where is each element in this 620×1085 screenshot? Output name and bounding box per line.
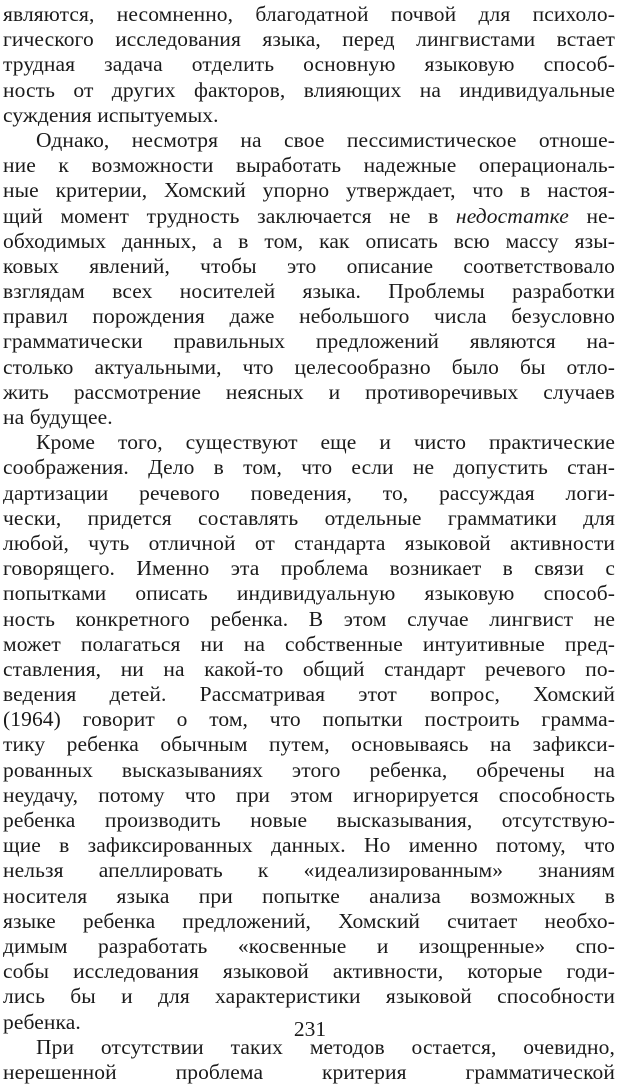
text-line [3,657,615,682]
text-line [3,78,615,103]
text-line [3,758,615,783]
text-segment: не- [568,203,615,228]
text-line [3,229,615,254]
text-line [3,506,615,531]
text-segment: говорящего. Именно эта проблема возникает в связи с [3,556,615,581]
text-line [3,581,615,606]
text-segment: ние к возможности выработать надежные операциональ- [3,153,615,178]
text-segment: При отсутствии таких методов остается, очевидно, [36,1034,615,1059]
text-line [3,405,615,430]
text-segment: может полагаться ни на собственные интуитивные пред- [3,631,615,656]
text-segment: неудачу, потому что при этом игнорируется способность [3,782,615,807]
text-segment: рованных высказываниях этого ребенка, обречены на [3,757,615,782]
text-segment: носителя языка при попытке анализа возможных в [3,883,615,908]
text-segment: являются, несомненно, благодатной почвой для психоло- [3,2,615,26]
page-number: 231 [293,1017,327,1041]
text-segment: ставления, ни на какой-то общий стандарт речевого по- [3,656,615,681]
text-line [3,329,615,354]
text-segment: попытками описать индивидуальную языковую способ- [3,581,615,606]
text-line [3,2,615,27]
text-segment: жить рассмотрение неясных и противоречивых случаев [3,379,615,404]
text-segment: трудная задача отделить основную языковую способ- [3,52,615,77]
text-segment: на будущее. [3,405,113,429]
text-segment: обходимых данных, а в том, как описать всю массу язы- [3,228,615,253]
text-segment: суждения испытуемых. [3,102,219,127]
text-segment: ковых явлений, чтобы это описание соответствовало [3,253,615,278]
text-segment: Однако, несмотря на свое пессимистическое отноше- [36,127,615,152]
text-segment: чески, придется составлять отдельные грамматики для [3,505,615,530]
text-line [3,153,615,178]
text-line [3,103,615,128]
text-segment: ность от других факторов, влияющих на индивидуальные [3,77,615,102]
text-segment: языке ребенка предложений, Хомский считает необхо- [3,908,615,933]
text-line [3,884,615,909]
text-segment: лись бы и для характеристики языковой способности [3,984,615,1009]
text-line [3,380,615,405]
text-segment: взглядам всех носителей языка. Проблемы разработки [3,279,615,304]
text-line [3,304,615,329]
text-line [3,1060,615,1085]
text-line [3,27,615,52]
italic-emphasis: недостатке [455,203,569,228]
text-line [3,204,615,229]
text-segment: любой, чуть отличной от стандарта языковой активности [3,530,615,555]
text-line [3,984,615,1009]
text-segment: щие в зафиксированных данных. Но именно потому, что [3,833,615,858]
text-segment: правил порождения даже небольшого числа безусловно [3,304,615,329]
text-segment: ребенка. [3,1009,81,1034]
text-line [3,632,615,657]
text-segment: гического исследования языка, перед лингвистами встает [3,27,615,52]
text-line [3,178,615,203]
text-segment: димым разработать «косвенные и изощренные» спо- [3,933,615,958]
text-line [3,254,615,279]
text-line [3,833,615,858]
text-segment: нельзя апеллировать к «идеализированным» знаниям [3,858,615,883]
text-line [3,808,615,833]
text-line [3,783,615,808]
text-segment: тику ребенка обычным путем, основываясь на зафикси- [3,732,615,757]
text-line [3,279,615,304]
text-line [3,430,615,455]
text-line [3,531,615,556]
text-segment: ребенка производить новые высказывания, отсутствую- [3,808,615,832]
text-segment: (1964) говорит о том, что попытки построить грамма- [3,707,615,732]
text-line [3,481,615,506]
text-segment: щий момент трудность заключается не в [3,203,456,228]
text-segment: нерешенной проблема критерия грамматической [3,1059,615,1084]
text-line [3,682,615,707]
text-line [3,959,615,984]
text-line [3,934,615,959]
text-line [3,909,615,934]
text-segment: ные критерии, Хомский упорно утверждает, что в настоя- [3,178,615,203]
text-line [3,355,615,380]
text-line [3,128,615,153]
text-segment: Кроме того, существуют еще и чисто практические [36,430,615,455]
text-line [3,858,615,883]
text-segment: столько актуальными, что целесообразно было бы отло- [3,354,615,379]
text-line [3,455,615,480]
text-segment: ведения детей. Рассматривая этот вопрос, Хомский [3,682,615,707]
text-line [3,707,615,732]
text-segment: ность конкретного ребенка. В этом случае лингвист не [3,606,615,631]
text-segment: дартизации речевого поведения, то, рассуждая логи- [3,480,615,505]
text-line [3,556,615,581]
text-line [3,732,615,757]
text-line [3,52,615,77]
text-segment: соображения. Дело в том, что если не допустить стан- [3,455,615,480]
text-line [3,607,615,632]
body-text [3,2,615,1085]
text-segment: грамматически правильных предложений являются на- [3,329,615,354]
text-segment: собы исследования языковой активности, которые годи- [3,959,615,984]
